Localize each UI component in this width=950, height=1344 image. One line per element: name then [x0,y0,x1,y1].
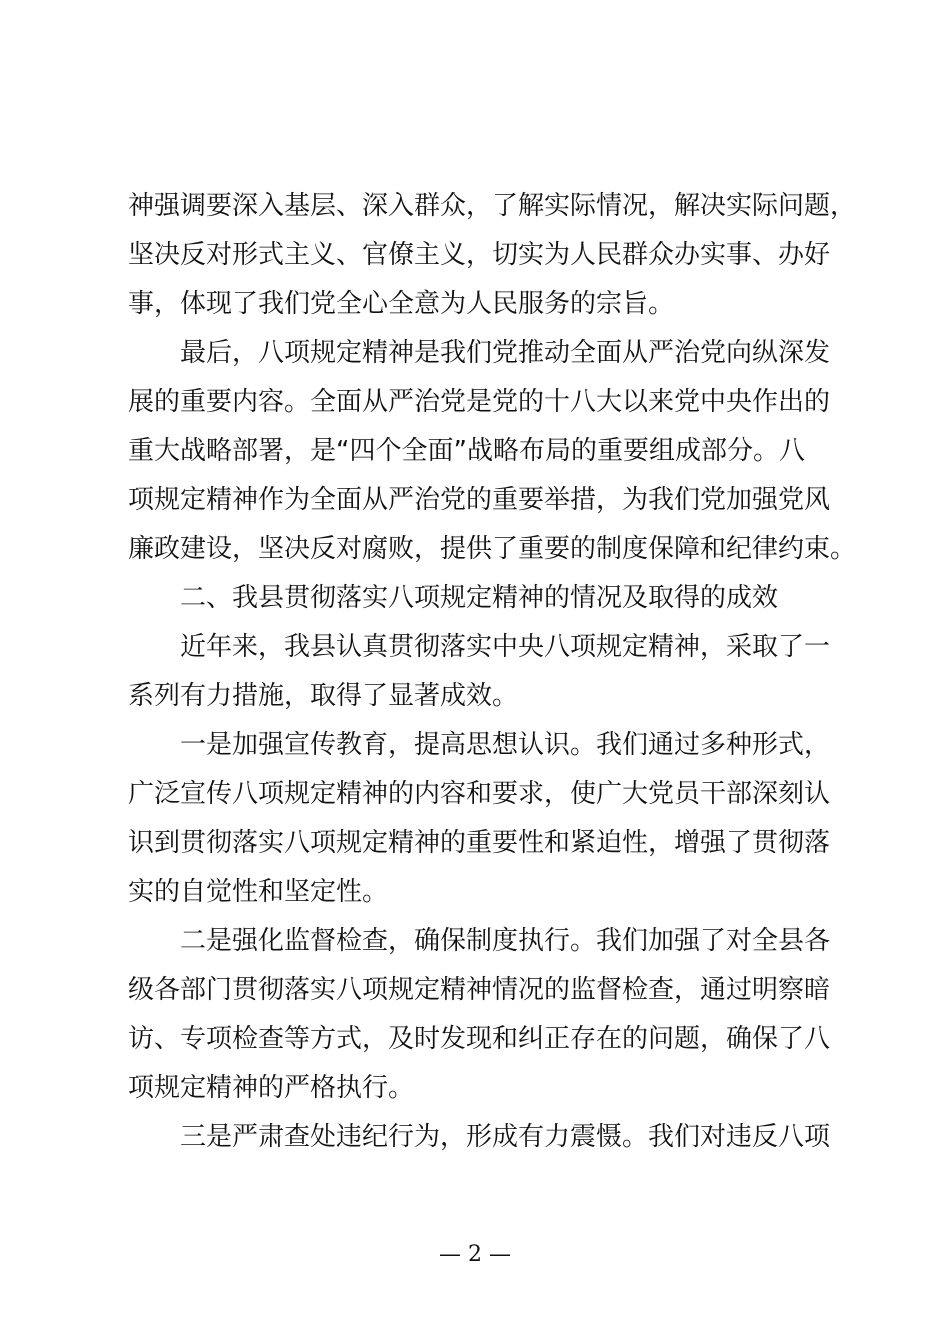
section-heading: 二、我县贯彻落实八项规定精神的情况及取得的成效 [180,583,779,613]
text-line: 项规定精神作为全面从严治党的重要举措，为我们党加强党风 [128,485,831,515]
text-line: 坚决反对形式主义、官僚主义，切实为人民群众办实事、办好 [128,240,831,270]
text-line: 三是严肃查处违纪行为，形成有力震慑。我们对违反八项 [180,1122,831,1152]
text-line: 系列有力措施，取得了显著成效。 [128,681,519,711]
text-line: 廉政建设，坚决反对腐败，提供了重要的制度保障和纪律约束。 [128,534,857,564]
text-line: 级各部门贯彻落实八项规定精神情况的监督检查，通过明察暗 [128,975,831,1005]
text-line: 近年来，我县认真贯彻落实中央八项规定精神，采取了一 [180,632,831,662]
text-line: 重大战略部署，是“四个全面”战略布局的重要组成部分。八 [128,436,805,466]
text-line: 广泛宣传八项规定精神的内容和要求，使广大党员干部深刻认 [128,779,831,809]
text-line: 项规定精神的严格执行。 [128,1073,415,1103]
text-line: 神强调要深入基层、深入群众，了解实际情况，解决实际问题， [128,191,857,221]
text-line: 展的重要内容。全面从严治党是党的十八大以来党中央作出的 [128,387,831,417]
text-line: 实的自觉性和坚定性。 [128,877,389,907]
text-line: 事，体现了我们党全心全意为人民服务的宗旨。 [128,289,675,319]
text-line: 最后，八项规定精神是我们党推动全面从严治党向纵深发 [180,338,831,368]
text-line: 识到贯彻落实八项规定精神的重要性和紧迫性，增强了贯彻落 [128,828,831,858]
text-line: 访、专项检查等方式，及时发现和纠正存在的问题，确保了八 [128,1024,831,1054]
text-line: 一是加强宣传教育，提高思想认识。我们通过多种形式， [180,730,831,760]
page-number: — 2 — [439,1242,511,1267]
document-body [128,182,858,1162]
text-line: 二是强化监督检查，确保制度执行。我们加强了对全县各 [180,926,831,956]
